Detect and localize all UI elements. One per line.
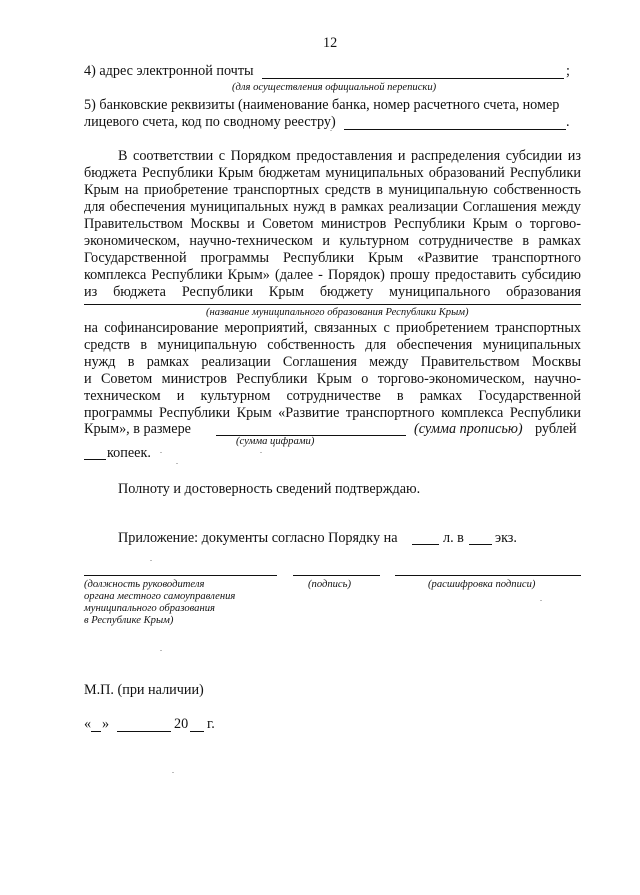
date-year-suffix: г. — [207, 716, 215, 732]
position-caption-line: муниципального образования — [84, 603, 215, 614]
paragraph2-line: программы Республики Крым «Развитие транспортного комплекса Республики — [84, 405, 581, 421]
bank-details-field-line[interactable] — [344, 129, 566, 130]
paragraph1-line: Крым на приобретение транспортных средств в муниципальную собственность — [84, 182, 581, 198]
email-label: 4) адрес электронной почты — [84, 63, 254, 79]
position-caption-line: органа местного самоуправления — [84, 591, 236, 602]
signature-caption: (подпись) — [308, 579, 351, 590]
email-caption: (для осуществления официальной переписки) — [232, 82, 437, 93]
date-day-field-line[interactable] — [91, 731, 101, 732]
scan-speck — [160, 452, 162, 453]
date-month-field-line[interactable] — [117, 731, 171, 732]
full-name-field-line[interactable] — [395, 575, 581, 576]
amount-digits-caption: (сумма цифрами) — [236, 436, 315, 447]
paragraph1-line: Государственной программы Республики Крым «Развитие транспортного — [84, 250, 581, 266]
bank-details-line-2: лицевого счета, код по сводному реестру) — [84, 114, 336, 130]
paragraph1-line: Правительством Москвы и Советом министров Республики Крым о торгово- — [84, 216, 581, 232]
signature-field-line[interactable] — [293, 575, 380, 576]
paragraph1-line: для обеспечения муниципальных нужд в рамках реализации Соглашения между — [84, 199, 581, 215]
bank-details-end-mark: . — [566, 114, 570, 130]
attachment-sheets-label: л. в — [443, 530, 464, 546]
attachment-copies-label: экз. — [495, 530, 517, 546]
amount-prefix: Крым», в размере — [84, 421, 191, 437]
paragraph1-line: комплекса Республики Крым» (далее - Порядок) прошу предоставить субсидию — [84, 267, 581, 283]
scan-speck — [540, 600, 542, 601]
paragraph2-line: средств в муниципальную собственность для обеспечения муниципальных — [84, 337, 581, 353]
municipality-caption: (название муниципального образования Республики Крым) — [206, 307, 469, 318]
paragraph2-line: и Советом министров Республики Крым о торгово-экономическом, научно- — [84, 371, 581, 387]
scan-speck — [176, 463, 178, 464]
kopecks-field-line[interactable] — [84, 459, 106, 460]
scan-speck — [330, 130, 332, 131]
attachment-text: Приложение: документы согласно Порядку на — [118, 530, 398, 546]
scan-speck — [260, 452, 262, 453]
paragraph1-line: бюджета Республики Крым бюджетам муниципальных образований Республики — [84, 165, 581, 181]
amount-words-label: (сумма прописью) — [414, 421, 523, 437]
paragraph2-line: на софинансирование мероприятий, связанных с приобретением транспортных — [84, 320, 581, 336]
paragraph2-line: техническом и культурном сотрудничестве в рамках Государственной — [84, 388, 581, 404]
stamp-label: М.П. (при наличии) — [84, 682, 204, 698]
date-year-field-line[interactable] — [190, 731, 204, 732]
bank-details-line-1: 5) банковские реквизиты (наименование банка, номер расчетного счета, номер — [84, 97, 560, 113]
attachment-copies-field-line[interactable] — [469, 544, 492, 545]
email-field-line[interactable] — [262, 78, 564, 79]
full-name-caption: (расшифровка подписи) — [428, 579, 536, 590]
position-caption-line: в Республике Крым) — [84, 615, 174, 626]
page-number: 12 — [323, 35, 338, 51]
date-year-prefix: 20 — [174, 716, 189, 732]
scan-speck — [150, 560, 152, 561]
paragraph1-line: экономическом, научно-техническом и культурном сотрудничестве в рамках — [84, 233, 581, 249]
paragraph1-line: из бюджета Республики Крым бюджету муниципального образования — [84, 284, 581, 300]
email-end-mark: ; — [566, 63, 570, 79]
position-field-line[interactable] — [84, 575, 277, 576]
scan-speck — [160, 650, 162, 651]
date-open-quote: « — [84, 716, 92, 732]
paragraph2-line: нужд в рамках реализации Соглашения между Правительством Москвы — [84, 354, 581, 370]
confirmation-text: Полноту и достоверность сведений подтверждаю. — [118, 481, 421, 497]
date-close-quote: » — [102, 716, 110, 732]
attachment-sheets-field-line[interactable] — [412, 544, 439, 545]
paragraph1-line: В соответствии с Порядком предоставления и распределения субсидии из — [118, 148, 581, 164]
amount-currency: рублей — [535, 421, 577, 437]
position-caption-line: (должность руководителя — [84, 579, 205, 590]
municipality-field-line[interactable] — [84, 304, 581, 305]
scan-speck — [172, 772, 174, 773]
kopecks-label: копеек. — [107, 445, 151, 461]
